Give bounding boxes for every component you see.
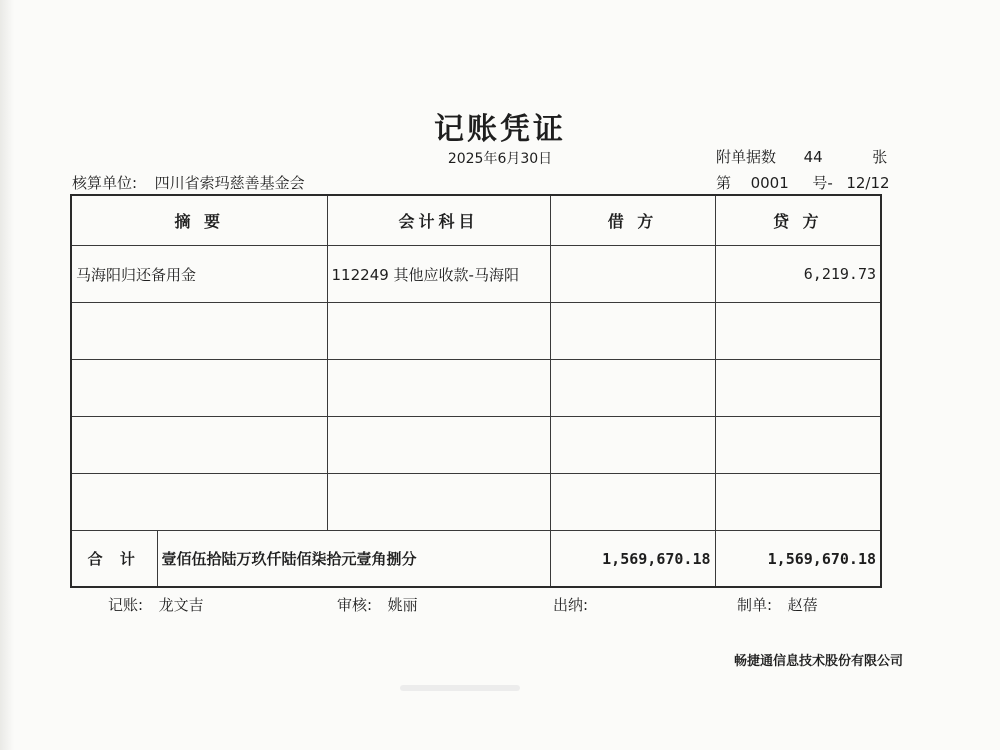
- signature-bookkeeper: [108, 594, 204, 615]
- voucher-table: [70, 194, 882, 588]
- row-debit: [550, 246, 715, 303]
- row-credit: [715, 360, 881, 417]
- preparer-name: 赵蓓: [787, 596, 818, 614]
- header-account: 会计科目: [327, 195, 550, 246]
- total-row: [71, 531, 881, 588]
- table-row: [71, 303, 881, 360]
- voucher-number: [716, 172, 890, 193]
- attachment-label: 附单据数: [716, 148, 777, 166]
- accounting-unit-label: 核算单位:: [72, 174, 138, 192]
- table-row: [71, 417, 881, 474]
- row-credit: [715, 474, 881, 531]
- total-credit: 1,569,670.18: [715, 531, 881, 588]
- voucher-title: 记账凭证: [434, 112, 566, 147]
- cashier-label: 出纳:: [553, 596, 589, 614]
- row-debit: [550, 417, 715, 474]
- bookkeeper-label: 记账:: [108, 596, 144, 614]
- voucher-page: 12/12: [846, 174, 890, 192]
- accounting-unit: [72, 172, 305, 193]
- bookkeeper-name: 龙文吉: [158, 596, 204, 614]
- attachment-count: [716, 146, 887, 167]
- signature-preparer: [737, 594, 818, 615]
- row-summary: [71, 474, 327, 531]
- row-summary: 马海阳归还备用金: [71, 246, 327, 303]
- preparer-label: 制单:: [737, 596, 773, 614]
- table-row: [71, 246, 881, 303]
- row-account: 112249 其他应收款-马海阳: [327, 246, 550, 303]
- header-summary: 摘 要: [71, 195, 327, 246]
- header-credit: 贷 方: [715, 195, 881, 246]
- voucher-number-prefix: 第: [716, 174, 732, 192]
- row-debit: [550, 303, 715, 360]
- header-debit: 借 方: [550, 195, 715, 246]
- row-debit: [550, 360, 715, 417]
- voucher-number-suffix: 号-: [812, 174, 833, 192]
- row-account: [327, 417, 550, 474]
- row-summary: [71, 417, 327, 474]
- row-credit: [715, 417, 881, 474]
- table-row: [71, 474, 881, 531]
- reviewer-label: 审核:: [337, 596, 373, 614]
- reviewer-name: 姚丽: [387, 596, 418, 614]
- attachment-unit: 张: [872, 148, 888, 166]
- row-credit: [715, 303, 881, 360]
- row-debit: [550, 474, 715, 531]
- faint-watermark-mark: [400, 685, 520, 691]
- row-summary: [71, 303, 327, 360]
- total-label: 合 计: [71, 531, 157, 588]
- row-account: [327, 474, 550, 531]
- voucher-number-value: 0001: [750, 174, 789, 192]
- total-debit: 1,569,670.18: [550, 531, 715, 588]
- table-row: [71, 360, 881, 417]
- signature-cashier: [553, 594, 588, 615]
- row-credit: 6,219.73: [715, 246, 881, 303]
- software-company: 畅捷通信息技术股份有限公司: [734, 654, 904, 669]
- signature-reviewer: [337, 594, 418, 615]
- row-summary: [71, 360, 327, 417]
- voucher-date: 2025年6月30日: [447, 151, 553, 167]
- total-amount-in-words: 壹佰伍拾陆万玖仟陆佰柒拾元壹角捌分: [157, 531, 550, 588]
- table-header-row: [71, 195, 881, 246]
- row-account: [327, 303, 550, 360]
- attachment-number: 44: [803, 148, 823, 166]
- row-account: [327, 360, 550, 417]
- accounting-unit-value: 四川省索玛慈善基金会: [154, 174, 305, 192]
